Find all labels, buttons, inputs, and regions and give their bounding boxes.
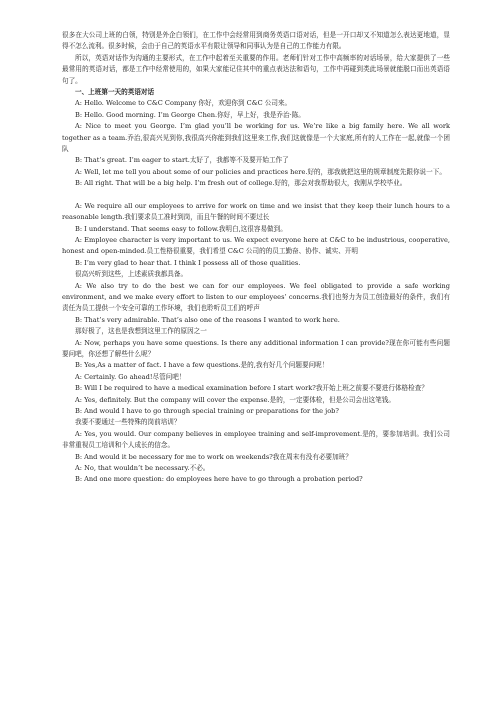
paragraph: 很多在大公司上班的白领，特别是外企白领们，在工作中会经常用到商务英语口语对话，但是一开口却又不知道怎么表达更地道，显得不怎么流利。很多时候，会由于自己的英语水平有限让领导和同事认为是自己的工作能力有限。	[62, 31, 450, 51]
paragraph: A: Yes, you would. Our company believes in employee training and self-improvement.是的，要参加培训。我们公司非常重视员工培训和个人成长的信念。	[62, 429, 450, 450]
paragraph: A: We require all our employees to arrive for work on time and we insist that they keep their lunch hours to a reasonable length.我们要求员工准时到岗，而且午餐的时间不要过长	[62, 201, 450, 222]
paragraph: B: That’s great. I’m eager to start.太好了，我都等不及要开始工作了	[75, 156, 289, 165]
paragraph: A: Hello. Welcome to C&C Company 你好，欢迎你到 C&C 公司来。	[75, 99, 292, 108]
paragraph: B: I’m very glad to hear that. I think I possess all of those qualities.	[75, 258, 301, 267]
paragraph: A: We also try to do the best we can for our employees. We feel obligated to provide a safe working environment, and we make every effort to listen to our employees’ concerns.我们也努力为员工创造最好的条件，我们有责任为员工提供一个安全可靠的工作环境，我们也聆听员工们的呼声	[62, 281, 450, 313]
paragraph: 很高兴听到这些，上述素质我都具备。	[75, 270, 188, 279]
paragraph: 我要不要通过一些特殊的岗前培训？	[75, 418, 181, 427]
paragraph: B: And one more question: do employees here have to go through a probation period?	[75, 475, 363, 484]
paragraph: B: Hello. Good morning. I’m George Chen.你好，早上好，我是乔治·陈。	[75, 110, 305, 119]
paragraph: A: Yes, definitely. But the company will cover the expense.是的，一定要体检，但是公司会出这笔钱。	[75, 395, 395, 404]
paragraph: B: That’s very admirable. That’s also one of the reasons I wanted to work here.	[75, 315, 340, 324]
paragraph: B: And would it be necessary for me to work on weekends?我在周末有没有必要加班？	[75, 452, 352, 461]
paragraph: A: Nice to meet you George. I’m glad you’ll be working for us. We’re like a big family here. We all work together as a team.乔治,很高兴见到你,我很高兴你能到我们这里来工作,我们这就像是一个大家庭,所有的人工作在一起,就像一个团队	[62, 122, 450, 154]
paragraph: A: Now, perhaps you have some questions. Is there any additional information I can provide?现在你可能有些问题要问吧，你还想了解些什么呢？	[62, 338, 450, 358]
paragraph: A: Employee character is very important to us. We expect everyone here at C&C to be industrious, cooperative, honest and open-minded.员工性格很重要，我们希望 C&C 公司的的员工勤奋、协作、诚实、开明	[62, 235, 450, 256]
paragraph: B: And would I have to go through special training or preparations for the job?	[75, 407, 339, 415]
paragraph: B: Will I be required to have a medical examination before I start work?我开始上班之前要不要进行体格检查？	[75, 384, 428, 393]
section-heading: 一、上班第一天的英语对话	[75, 88, 155, 97]
paragraph: A: Well, let me tell you about some of our policies and practices here.好的，那我就把这里的规章制度先跟你说一下。	[75, 167, 446, 176]
paragraph: B: All right. That will be a big help. I’m fresh out of college.好的，那会对我帮助很大，我刚从学校毕业。	[75, 179, 407, 188]
blank-line	[62, 190, 450, 201]
paragraph: A: Certainly. Go ahead!尽管问吧！	[75, 372, 186, 381]
paragraph: 所以，英语对话作为沟通的主要形式，在工作中起着至关重要的作用。老师们针对工作中高频率的对话场景，给大家提供了一些最常用的英语对话，都是工作中经常使用的，如果大家能记住其中的重点表达法和语句，工作中再碰到类此场景就能脱口而出英语语句了。	[62, 53, 450, 85]
paragraph: B: I understand. That seems easy to follow.我明白,这很容易做到。	[75, 224, 287, 233]
paragraph: 那好极了，这也是我想到这里工作的原因之一	[75, 327, 207, 336]
paragraph: A: No, that wouldn’t be necessary.不必。	[75, 464, 210, 473]
paragraph: B: Yes,As a matter of fact. I have a few questions.是的,我有好几个问题要问呢！	[75, 361, 329, 370]
